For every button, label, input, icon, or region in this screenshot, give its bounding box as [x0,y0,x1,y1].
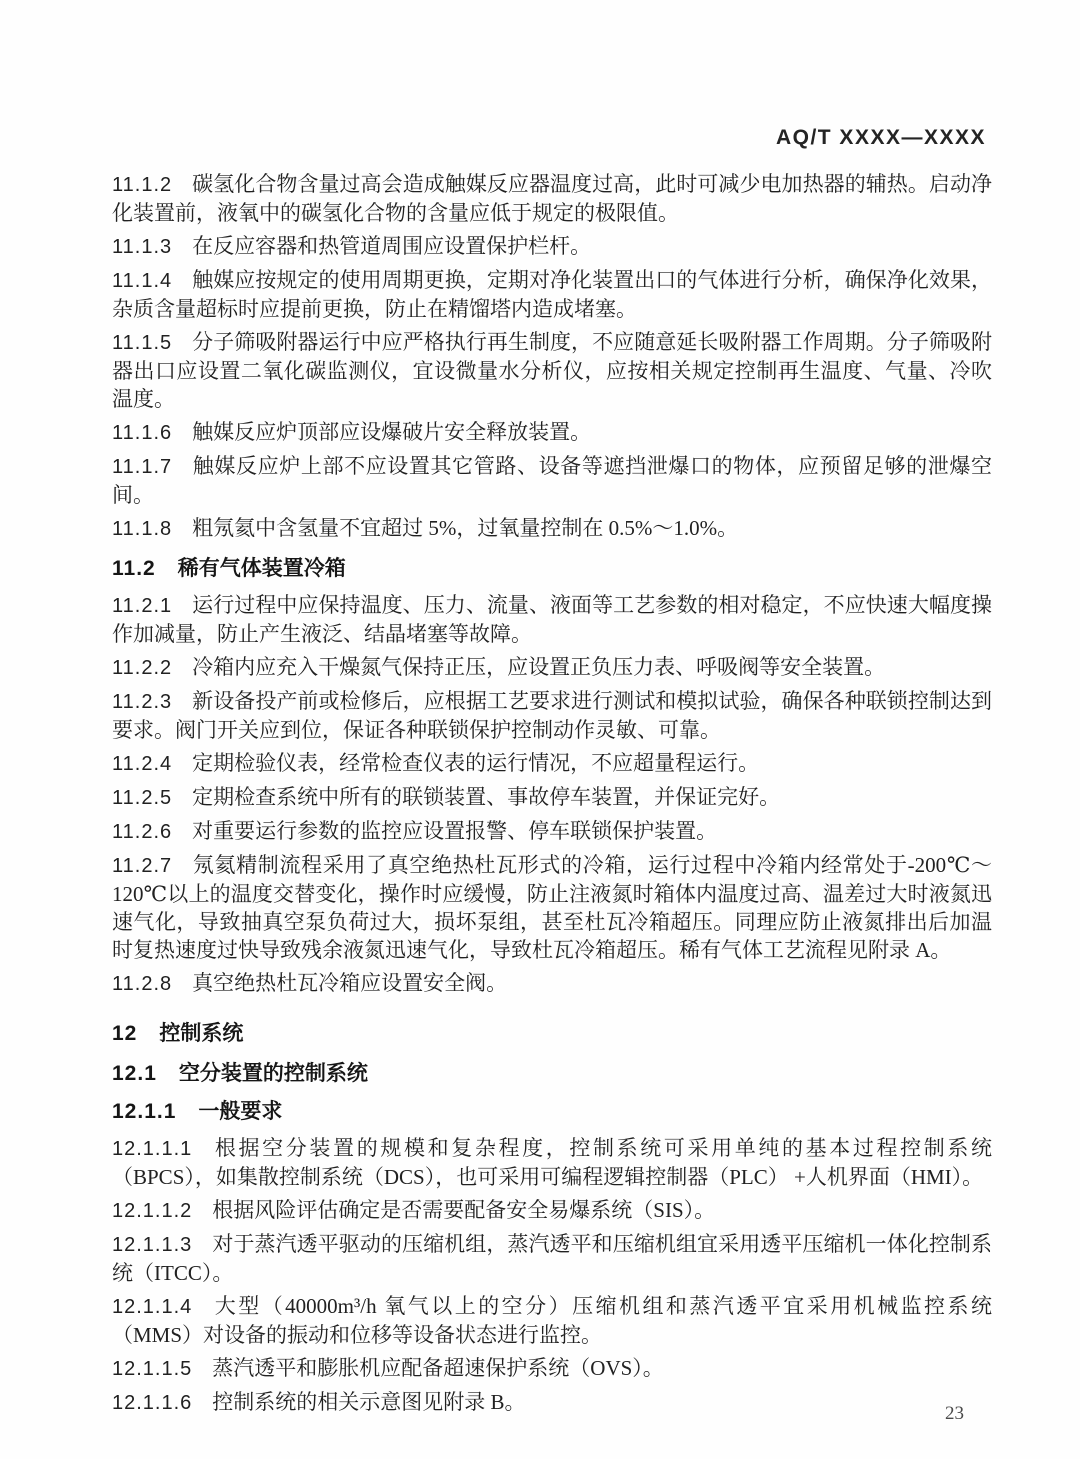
clause-11-2-8 [112,969,992,998]
clause-text: 碳氢化合物含量过高会造成触媒反应器温度过高，此时可减少电加热器的辅热。启动净化装置前，液氧中的碳氢化合物的含量应低于规定的极限值。 [112,172,992,225]
clause-number: 12.1.1.3 [112,1234,193,1256]
clause-text: 触媒应按规定的使用周期更换，定期对净化装置出口的气体进行分析，确保净化效果，杂质含量超标时应提前更换，防止在精馏塔内造成堵塞。 [112,268,992,321]
clause-number: 12.1.1.6 [112,1392,193,1414]
clause-12-1-1-4 [112,1292,992,1349]
clause-number: 11.2.4 [112,753,173,775]
clause-text: 控制系统的相关示意图见附录 B。 [212,1390,526,1414]
clause-number: 11.1.8 [112,518,173,540]
document-body [112,170,992,1417]
clause-text: 蒸汽透平和膨胀机应配备超速保护系统（OVS）。 [212,1356,664,1380]
heading-number: 12.1 [112,1062,157,1085]
clause-number: 11.2.7 [112,855,173,877]
clause-text: 分子筛吸附器运行中应严格执行再生制度，不应随意延长吸附器工作周期。分子筛吸附器出口应设置二氧化碳监测仪，宜设微量水分析仪，应按相关规定控制再生温度、气量、冷吹温度。 [112,330,992,411]
heading-text: 空分装置的控制系统 [178,1062,368,1085]
clause-number: 11.1.2 [112,174,173,196]
clause-12-1-1-3 [112,1230,992,1287]
clause-text: 定期检查系统中所有的联锁装置、事故停车装置，并保证完好。 [192,785,781,809]
clause-text: 氖氦精制流程采用了真空绝热杜瓦形式的冷箱，运行过程中冷箱内经常处于-200℃～120℃以上的温度交替变化，操作时应缓慢，防止注液氮时箱体内温度过高、温差过大时液氮迅速气化，导致抽真空泵负荷过大，损坏泵组，甚至杜瓦冷箱超压。同理应防止液氮排出后加温时复热速度过快导致残余液氮迅速气化，导致杜瓦冷箱超压。稀有气体工艺流程见附录 A。 [112,853,992,962]
clause-text: 定期检验仪表，经常检查仪表的运行情况，不应超量程运行。 [192,751,760,775]
chapter-heading-12 [112,1020,992,1048]
clause-11-1-4 [112,266,992,323]
clause-text: 根据空分装置的规模和复杂程度，控制系统可采用单纯的基本过程控制系统（BPCS），如集散控制系统（DCS），也可采用可编程逻辑控制器（PLC） +人机界面（HMI）。 [112,1136,992,1189]
heading-text: 控制系统 [159,1022,244,1045]
section-heading-12-1-1 [112,1098,992,1126]
clause-11-2-7 [112,851,992,964]
clause-number: 11.2.8 [112,973,173,995]
clause-text: 新设备投产前或检修后，应根据工艺要求进行测试和模拟试验，确保各种联锁控制达到要求。阀门开关应到位，保证各种联锁保护控制动作灵敏、可靠。 [112,689,992,742]
clause-12-1-1-5 [112,1354,992,1383]
clause-11-1-6 [112,418,992,447]
clause-number: 11.2.1 [112,595,173,617]
clause-number: 11.1.6 [112,422,173,444]
clause-11-1-5 [112,328,992,413]
clause-number: 12.1.1.5 [112,1358,193,1380]
clause-number: 11.1.4 [112,270,173,292]
heading-number: 12.1.1 [112,1100,177,1123]
clause-text: 在反应容器和热管道周围应设置保护栏杆。 [192,234,592,258]
clause-11-2-4 [112,749,992,778]
heading-text: 一般要求 [198,1100,283,1123]
clause-text: 真空绝热杜瓦冷箱应设置安全阀。 [192,971,508,995]
clause-11-1-7 [112,452,992,509]
clause-number: 11.2.2 [112,657,173,679]
clause-text: 冷箱内应充入干燥氮气保持正压，应设置正负压力表、呼吸阀等安全装置。 [192,655,886,679]
clause-text: 粗氖氦中含氢量不宜超过 5%，过氧量控制在 0.5%～1.0%。 [192,516,739,540]
clause-text: 运行过程中应保持温度、压力、流量、液面等工艺参数的相对稳定，不应快速大幅度操作加减量，防止产生液泛、结晶堵塞等故障。 [112,593,992,646]
clause-text: 根据风险评估确定是否需要配备安全易爆系统（SIS）。 [212,1198,716,1222]
clause-number: 12.1.1.4 [112,1296,193,1318]
page-number: 23 [945,1403,964,1424]
clause-11-1-2 [112,170,992,227]
clause-12-1-1-1 [112,1134,992,1191]
clause-11-2-1 [112,591,992,648]
clause-11-2-5 [112,783,992,812]
clause-text: 大型（40000m³/h 氧气以上的空分）压缩机组和蒸汽透平宜采用机械监控系统（MMS）对设备的振动和位移等设备状态进行监控。 [112,1294,992,1347]
heading-number: 11.2 [112,557,156,580]
clause-text: 触媒反应炉顶部应设爆破片安全释放装置。 [192,420,592,444]
clause-text: 触媒反应炉上部不应设置其它管路、设备等遮挡泄爆口的物体，应预留足够的泄爆空间。 [112,454,992,507]
clause-number: 11.1.7 [112,456,173,478]
heading-number: 12 [112,1022,138,1045]
clause-number: 11.2.6 [112,821,173,843]
clause-text: 对于蒸汽透平驱动的压缩机组，蒸汽透平和压缩机组宜采用透平压缩机一体化控制系统（ITCC）。 [112,1232,992,1285]
clause-number: 11.2.5 [112,787,173,809]
clause-number: 12.1.1.1 [112,1138,193,1160]
clause-11-2-3 [112,687,992,744]
clause-12-1-1-2 [112,1196,992,1225]
section-heading-11-2 [112,555,992,583]
section-heading-12-1 [112,1060,992,1088]
doc-code-header: AQ/T XXXX—XXXX [775,126,986,149]
clause-11-2-6 [112,817,992,846]
clause-text: 对重要运行参数的监控应设置报警、停车联锁保护装置。 [192,819,718,843]
clause-number: 11.2.3 [112,691,173,713]
clause-11-1-3 [112,232,992,261]
clause-number: 11.1.3 [112,236,173,258]
clause-number: 12.1.1.2 [112,1200,193,1222]
heading-text: 稀有气体装置冷箱 [177,557,346,580]
clause-11-1-8 [112,514,992,543]
clause-number: 11.1.5 [112,332,173,354]
clause-11-2-2 [112,653,992,682]
